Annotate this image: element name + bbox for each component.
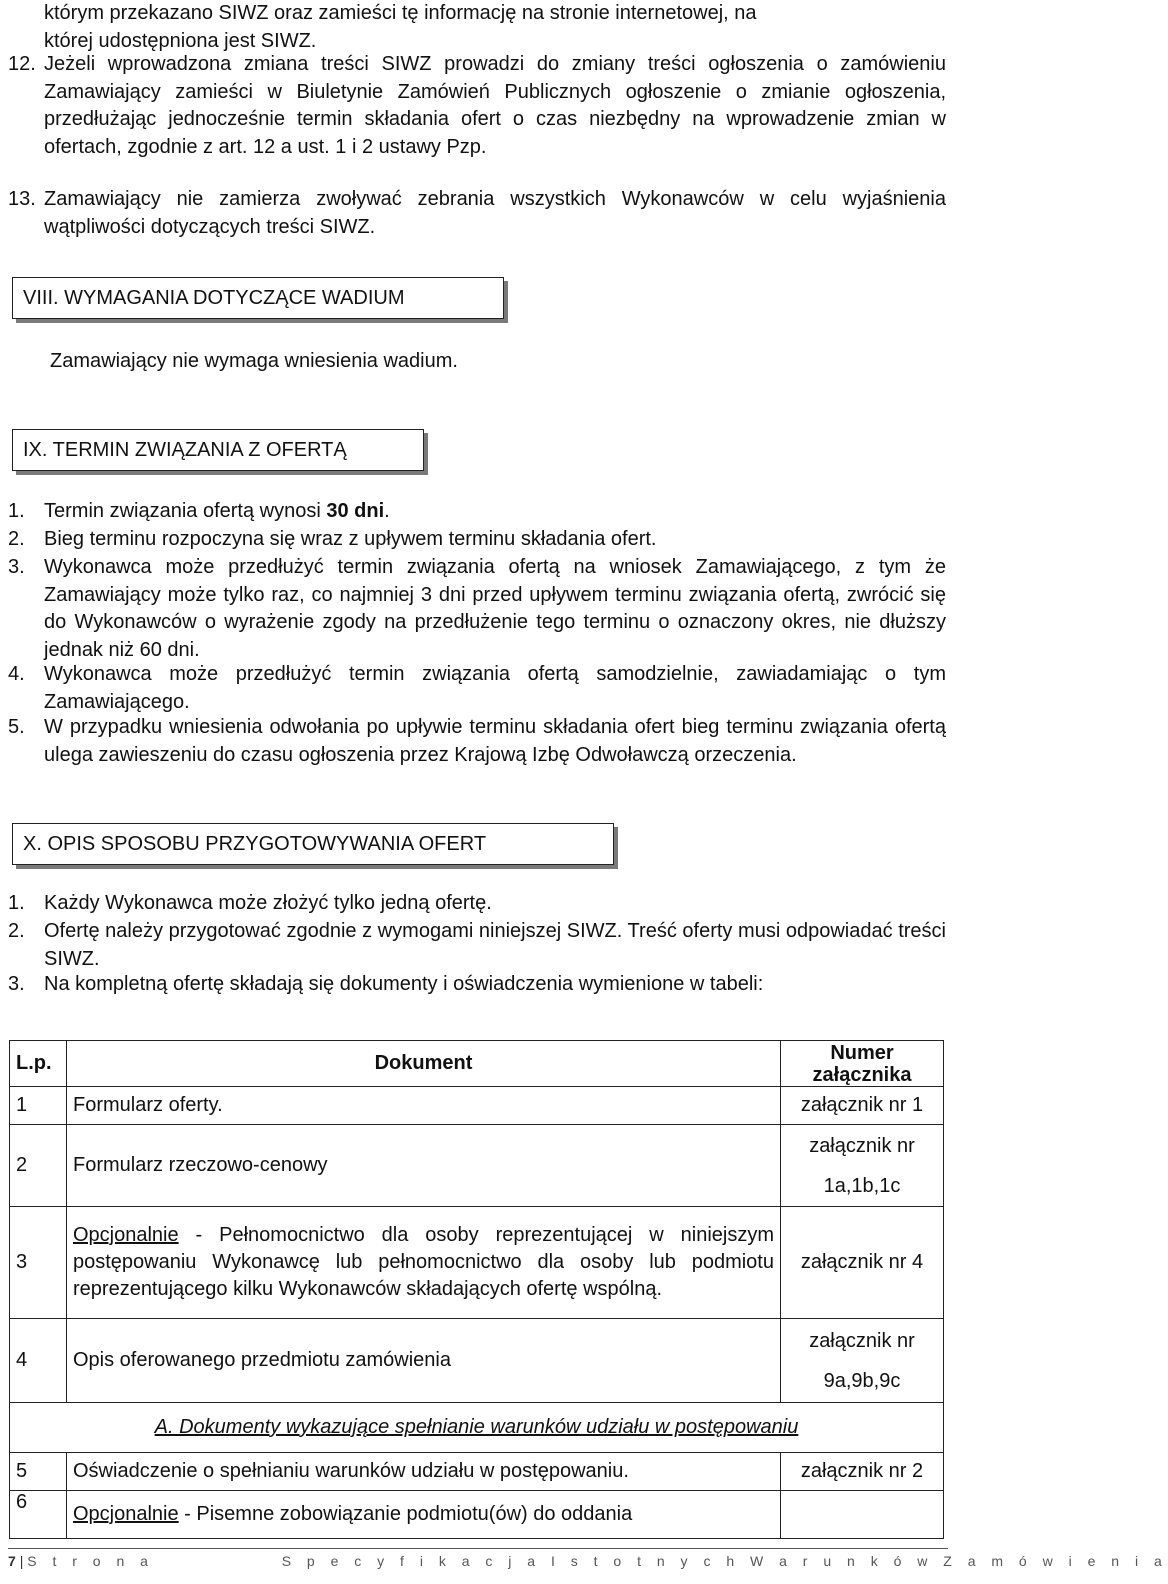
cell-lp: 2 bbox=[10, 1125, 67, 1207]
cell-lp: 4 bbox=[10, 1319, 67, 1403]
item-text: Ofertę należy przygotować zgodnie z wymogami niniejszej SIWZ. Treść oferty musi odpowiadać treści SIWZ. bbox=[44, 920, 946, 970]
table-row bbox=[10, 1453, 944, 1491]
cell-document: Opcjonalnie - Pisemne zobowiązanie podmiotu(ów) do oddania bbox=[67, 1491, 781, 1539]
cell-document: Oświadczenie o spełnianiu warunków udziału w postępowaniu. bbox=[67, 1453, 781, 1491]
item-number: 2. bbox=[8, 528, 25, 550]
item-text: Termin związania ofertą wynosi 30 dni. bbox=[44, 500, 390, 522]
item-text: Jeżeli wprowadzona zmiana treści SIWZ prowadzi do zmiany treści ogłoszenia o zamówieniu Zamawiający zamieści w Biuletynie Zamówień Publicznych ogłoszenie o zmianie ogłoszenia, przedłużając jednocześnie termin składania ofert o czas niezbędny na wprowadzenie zmian w ofertach, zgodnie z art. 12 a ust. 1 i 2 ustawy Pzp. bbox=[44, 53, 946, 158]
section-heading-viii: VIII. WYMAGANIA DOTYCZĄCE WADIUM bbox=[12, 277, 504, 319]
item-number: 5. bbox=[8, 716, 25, 738]
bold-duration: 30 dni bbox=[326, 500, 385, 522]
section-heading-ix: IX. TERMIN ZWIĄZANIA Z OFERTĄ bbox=[12, 429, 424, 471]
documents-table bbox=[9, 1040, 944, 1539]
section-heading-x: X. OPIS SPOSOBU PRZYGOTOWYWANIA OFERT bbox=[12, 823, 614, 865]
list-item-12 bbox=[8, 51, 946, 161]
item-number: 1. bbox=[8, 500, 25, 522]
header-attachment: Numer załącznika bbox=[781, 1041, 944, 1087]
item-text: W przypadku wniesienia odwołania po upływie terminu składania ofert bieg terminu związania ofertą ulega zawieszeniu do czasu ogłoszenia przez Krajową Izbę Odwoławczą orzeczenia. bbox=[44, 716, 946, 766]
item-number: 2. bbox=[8, 920, 25, 942]
header-lp: L.p. bbox=[10, 1041, 67, 1087]
item-text: Zamawiający nie zamierza zwoływać zebrania wszystkich Wykonawców w celu wyjaśnienia wątpliwości dotyczących treści SIWZ. bbox=[44, 188, 946, 238]
item-number: 13. bbox=[8, 188, 36, 210]
cell-document: Opis oferowanego przedmiotu zamówienia bbox=[67, 1319, 781, 1403]
table-row bbox=[10, 1207, 944, 1319]
list-item bbox=[8, 526, 946, 554]
table-row bbox=[10, 1319, 944, 1403]
item-text: Bieg terminu rozpoczyna się wraz z upływem terminu składania ofert. bbox=[44, 528, 657, 550]
section-a-heading: A. Dokumenty wykazujące spełnianie warunków udziału w postępowaniu bbox=[10, 1403, 944, 1453]
cell-lp: 5 bbox=[10, 1453, 67, 1491]
table-header-row bbox=[10, 1041, 944, 1087]
cell-attachment bbox=[781, 1491, 944, 1539]
item-text: Wykonawca może przedłużyć termin związania ofertą samodzielnie, zawiadamiając o tym Zamawiającego. bbox=[44, 663, 946, 713]
cell-attachment: załącznik nr 1a,1b,1c bbox=[781, 1125, 944, 1207]
cell-document: Formularz rzeczowo-cenowy bbox=[67, 1125, 781, 1207]
item-number: 3. bbox=[8, 556, 25, 578]
footer-separator: | bbox=[19, 1553, 24, 1569]
table-row bbox=[10, 1491, 944, 1539]
list-item-13 bbox=[8, 186, 946, 241]
item-number: 3. bbox=[8, 973, 25, 995]
cell-attachment: załącznik nr 2 bbox=[781, 1453, 944, 1491]
intro-paragraph bbox=[44, 0, 946, 55]
table-section-row bbox=[10, 1403, 944, 1453]
list-item bbox=[8, 714, 946, 769]
item-text: Na kompletną ofertę składają się dokumenty i oświadczenia wymienione w tabeli: bbox=[44, 973, 764, 995]
cell-attachment: załącznik nr 9a,9b,9c bbox=[781, 1319, 944, 1403]
list-item bbox=[8, 918, 946, 973]
optional-label: Opcjonalnie bbox=[73, 1224, 179, 1246]
page-number: 7 bbox=[8, 1553, 16, 1569]
section-viii-text: Zamawiający nie wymaga wniesienia wadium. bbox=[50, 350, 458, 372]
list-item bbox=[8, 661, 946, 716]
cell-attachment: załącznik nr 4 bbox=[781, 1207, 944, 1319]
item-text: Każdy Wykonawca może złożyć tylko jedną ofertę. bbox=[44, 892, 492, 914]
cell-lp: 6 bbox=[10, 1491, 67, 1539]
cell-lp: 3 bbox=[10, 1207, 67, 1319]
header-document: Dokument bbox=[67, 1041, 781, 1087]
optional-label: Opcjonalnie bbox=[73, 1503, 179, 1525]
footer-page-label: S t r o n a bbox=[27, 1553, 154, 1569]
cell-document: Opcjonalnie - Pełnomocnictwo dla osoby reprezentującej w niniejszym postępowaniu Wykonawcę lub pełnomocnictwo dla osoby lub podmiotu reprezentującego kilku Wykonawców składających ofertę wspólną. bbox=[67, 1207, 781, 1319]
cell-lp: 1 bbox=[10, 1087, 67, 1125]
list-item bbox=[8, 890, 946, 918]
table-row bbox=[10, 1125, 944, 1207]
page-footer bbox=[8, 1548, 1168, 1569]
item-number: 4. bbox=[8, 663, 25, 685]
list-item bbox=[8, 498, 946, 526]
cell-document: Formularz oferty. bbox=[67, 1087, 781, 1125]
item-number: 1. bbox=[8, 892, 25, 914]
table-row bbox=[10, 1087, 944, 1125]
item-number: 12. bbox=[8, 53, 36, 75]
footer-document-title: S p e c y f i k a c j a I s t o t n y c h W a r u n k ó w Z a m ó w i e n i a bbox=[281, 1553, 1168, 1569]
cell-attachment: załącznik nr 1 bbox=[781, 1087, 944, 1125]
intro-line-1: którym przekazano SIWZ oraz zamieści tę informację na stronie internetowej, na bbox=[44, 2, 757, 24]
list-item bbox=[8, 554, 946, 664]
intro-line-2: której udostępniona jest SIWZ. bbox=[44, 29, 317, 52]
list-item bbox=[8, 971, 946, 999]
item-text: Wykonawca może przedłużyć termin związania ofertą na wniosek Zamawiającego, z tym że Zamawiający może tylko raz, co najmniej 3 dni przed upływem terminu związania ofertą, zwrócić się do Wykonawców o wyrażenie zgody na przedłużenie tego terminu o oznaczony okres, nie dłuższy jednak niż 60 dni. bbox=[44, 556, 946, 661]
